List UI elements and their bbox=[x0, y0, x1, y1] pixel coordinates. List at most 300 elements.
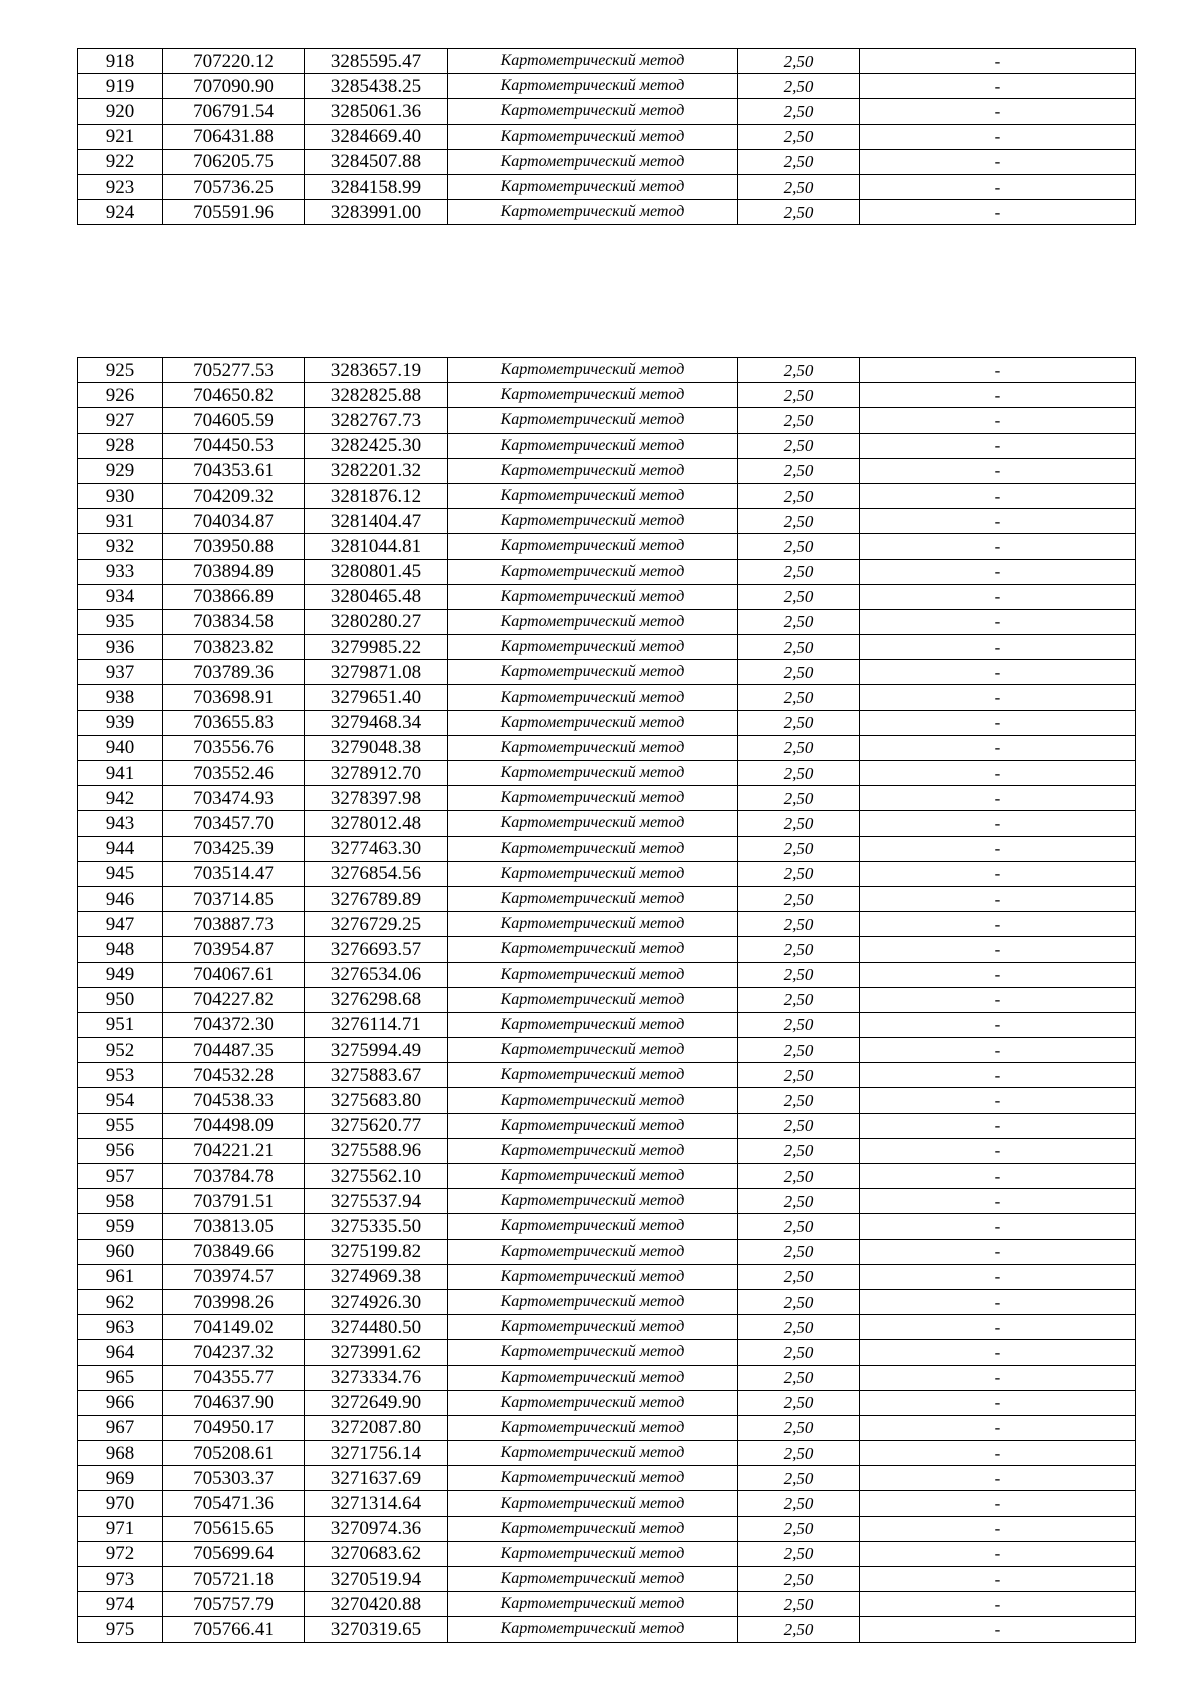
method-cell: Картометрический метод bbox=[448, 458, 738, 483]
note-cell: - bbox=[860, 1415, 1136, 1440]
accuracy-cell: 2,50 bbox=[738, 1189, 860, 1214]
point-number-cell: 952 bbox=[78, 1038, 163, 1063]
accuracy-cell: 2,50 bbox=[738, 861, 860, 886]
x-coordinate-cell: 707090.90 bbox=[163, 74, 305, 99]
y-coordinate-cell: 3280280.27 bbox=[305, 609, 448, 634]
point-number-cell: 956 bbox=[78, 1138, 163, 1163]
method-cell: Картометрический метод bbox=[448, 1012, 738, 1037]
y-coordinate-cell: 3279871.08 bbox=[305, 660, 448, 685]
table-row bbox=[78, 383, 1136, 408]
x-coordinate-cell: 703823.82 bbox=[163, 635, 305, 660]
method-cell: Картометрический метод bbox=[448, 836, 738, 861]
method-cell: Картометрический метод bbox=[448, 200, 738, 225]
note-cell: - bbox=[860, 408, 1136, 433]
method-cell: Картометрический метод bbox=[448, 1516, 738, 1541]
point-number-cell: 941 bbox=[78, 761, 163, 786]
note-cell: - bbox=[860, 534, 1136, 559]
y-coordinate-cell: 3275335.50 bbox=[305, 1214, 448, 1239]
point-number-cell: 934 bbox=[78, 584, 163, 609]
method-cell: Картометрический метод bbox=[448, 408, 738, 433]
table-row bbox=[78, 1315, 1136, 1340]
note-cell: - bbox=[860, 937, 1136, 962]
accuracy-cell: 2,50 bbox=[738, 1592, 860, 1617]
x-coordinate-cell: 703834.58 bbox=[163, 609, 305, 634]
accuracy-cell: 2,50 bbox=[738, 987, 860, 1012]
method-cell: Картометрический метод bbox=[448, 1264, 738, 1289]
y-coordinate-cell: 3275537.94 bbox=[305, 1189, 448, 1214]
table-row bbox=[78, 458, 1136, 483]
x-coordinate-cell: 705757.79 bbox=[163, 1592, 305, 1617]
point-number-cell: 919 bbox=[78, 74, 163, 99]
x-coordinate-cell: 704450.53 bbox=[163, 433, 305, 458]
coordinates-table-top bbox=[77, 48, 1136, 225]
y-coordinate-cell: 3274926.30 bbox=[305, 1289, 448, 1314]
table-row bbox=[78, 861, 1136, 886]
method-cell: Картометрический метод bbox=[448, 861, 738, 886]
table-row bbox=[78, 786, 1136, 811]
table-row bbox=[78, 99, 1136, 124]
note-cell: - bbox=[860, 786, 1136, 811]
note-cell: - bbox=[860, 1315, 1136, 1340]
note-cell: - bbox=[860, 962, 1136, 987]
point-number-cell: 933 bbox=[78, 559, 163, 584]
point-number-cell: 950 bbox=[78, 987, 163, 1012]
note-cell: - bbox=[860, 1592, 1136, 1617]
y-coordinate-cell: 3278012.48 bbox=[305, 811, 448, 836]
x-coordinate-cell: 703998.26 bbox=[163, 1289, 305, 1314]
method-cell: Картометрический метод bbox=[448, 1289, 738, 1314]
accuracy-cell: 2,50 bbox=[738, 937, 860, 962]
accuracy-cell: 2,50 bbox=[738, 1063, 860, 1088]
table-row bbox=[78, 609, 1136, 634]
table-row bbox=[78, 584, 1136, 609]
y-coordinate-cell: 3275588.96 bbox=[305, 1138, 448, 1163]
note-cell: - bbox=[860, 660, 1136, 685]
accuracy-cell: 2,50 bbox=[738, 433, 860, 458]
table-row bbox=[78, 1239, 1136, 1264]
accuracy-cell: 2,50 bbox=[738, 99, 860, 124]
y-coordinate-cell: 3275562.10 bbox=[305, 1164, 448, 1189]
accuracy-cell: 2,50 bbox=[738, 735, 860, 760]
accuracy-cell: 2,50 bbox=[738, 49, 860, 74]
point-number-cell: 969 bbox=[78, 1466, 163, 1491]
table-row bbox=[78, 1466, 1136, 1491]
note-cell: - bbox=[860, 1340, 1136, 1365]
y-coordinate-cell: 3270683.62 bbox=[305, 1541, 448, 1566]
point-number-cell: 918 bbox=[78, 49, 163, 74]
table-row bbox=[78, 1491, 1136, 1516]
table-row bbox=[78, 49, 1136, 74]
table-row bbox=[78, 534, 1136, 559]
table-row bbox=[78, 74, 1136, 99]
method-cell: Картометрический метод bbox=[448, 685, 738, 710]
y-coordinate-cell: 3275883.67 bbox=[305, 1063, 448, 1088]
table-row bbox=[78, 1214, 1136, 1239]
y-coordinate-cell: 3271637.69 bbox=[305, 1466, 448, 1491]
note-cell: - bbox=[860, 1516, 1136, 1541]
table-row bbox=[78, 149, 1136, 174]
method-cell: Картометрический метод bbox=[448, 1390, 738, 1415]
note-cell: - bbox=[860, 1239, 1136, 1264]
point-number-cell: 947 bbox=[78, 912, 163, 937]
point-number-cell: 967 bbox=[78, 1415, 163, 1440]
point-number-cell: 923 bbox=[78, 174, 163, 199]
y-coordinate-cell: 3279048.38 bbox=[305, 735, 448, 760]
note-cell: - bbox=[860, 1567, 1136, 1592]
point-number-cell: 927 bbox=[78, 408, 163, 433]
point-number-cell: 924 bbox=[78, 200, 163, 225]
point-number-cell: 961 bbox=[78, 1264, 163, 1289]
point-number-cell: 929 bbox=[78, 458, 163, 483]
y-coordinate-cell: 3285438.25 bbox=[305, 74, 448, 99]
method-cell: Картометрический метод bbox=[448, 1038, 738, 1063]
method-cell: Картометрический метод bbox=[448, 383, 738, 408]
note-cell: - bbox=[860, 685, 1136, 710]
x-coordinate-cell: 703974.57 bbox=[163, 1264, 305, 1289]
y-coordinate-cell: 3282825.88 bbox=[305, 383, 448, 408]
y-coordinate-cell: 3281876.12 bbox=[305, 483, 448, 508]
x-coordinate-cell: 705699.64 bbox=[163, 1541, 305, 1566]
method-cell: Картометрический метод bbox=[448, 1441, 738, 1466]
x-coordinate-cell: 705721.18 bbox=[163, 1567, 305, 1592]
point-number-cell: 940 bbox=[78, 735, 163, 760]
point-number-cell: 920 bbox=[78, 99, 163, 124]
point-number-cell: 973 bbox=[78, 1567, 163, 1592]
point-number-cell: 965 bbox=[78, 1365, 163, 1390]
method-cell: Картометрический метод bbox=[448, 49, 738, 74]
x-coordinate-cell: 704227.82 bbox=[163, 987, 305, 1012]
table-row bbox=[78, 685, 1136, 710]
note-cell: - bbox=[860, 1189, 1136, 1214]
y-coordinate-cell: 3270519.94 bbox=[305, 1567, 448, 1592]
x-coordinate-cell: 705208.61 bbox=[163, 1441, 305, 1466]
method-cell: Картометрический метод bbox=[448, 1063, 738, 1088]
point-number-cell: 938 bbox=[78, 685, 163, 710]
table-row bbox=[78, 1189, 1136, 1214]
x-coordinate-cell: 703894.89 bbox=[163, 559, 305, 584]
note-cell: - bbox=[860, 735, 1136, 760]
method-cell: Картометрический метод bbox=[448, 74, 738, 99]
x-coordinate-cell: 703813.05 bbox=[163, 1214, 305, 1239]
note-cell: - bbox=[860, 1012, 1136, 1037]
accuracy-cell: 2,50 bbox=[738, 1415, 860, 1440]
y-coordinate-cell: 3270319.65 bbox=[305, 1617, 448, 1642]
y-coordinate-cell: 3279985.22 bbox=[305, 635, 448, 660]
table-row bbox=[78, 937, 1136, 962]
method-cell: Картометрический метод bbox=[448, 1164, 738, 1189]
note-cell: - bbox=[860, 1138, 1136, 1163]
method-cell: Картометрический метод bbox=[448, 1541, 738, 1566]
table-row bbox=[78, 912, 1136, 937]
method-cell: Картометрический метод bbox=[448, 635, 738, 660]
point-number-cell: 963 bbox=[78, 1315, 163, 1340]
point-number-cell: 964 bbox=[78, 1340, 163, 1365]
method-cell: Картометрический метод bbox=[448, 1239, 738, 1264]
table-row bbox=[78, 433, 1136, 458]
accuracy-cell: 2,50 bbox=[738, 1264, 860, 1289]
note-cell: - bbox=[860, 635, 1136, 660]
point-number-cell: 970 bbox=[78, 1491, 163, 1516]
note-cell: - bbox=[860, 886, 1136, 911]
x-coordinate-cell: 703552.46 bbox=[163, 761, 305, 786]
method-cell: Картометрический метод bbox=[448, 710, 738, 735]
method-cell: Картометрический метод bbox=[448, 1113, 738, 1138]
x-coordinate-cell: 703784.78 bbox=[163, 1164, 305, 1189]
y-coordinate-cell: 3275620.77 bbox=[305, 1113, 448, 1138]
accuracy-cell: 2,50 bbox=[738, 1541, 860, 1566]
accuracy-cell: 2,50 bbox=[738, 358, 860, 383]
method-cell: Картометрический метод bbox=[448, 660, 738, 685]
method-cell: Картометрический метод bbox=[448, 509, 738, 534]
x-coordinate-cell: 704498.09 bbox=[163, 1113, 305, 1138]
accuracy-cell: 2,50 bbox=[738, 886, 860, 911]
method-cell: Картометрический метод bbox=[448, 99, 738, 124]
x-coordinate-cell: 704650.82 bbox=[163, 383, 305, 408]
note-cell: - bbox=[860, 861, 1136, 886]
y-coordinate-cell: 3282767.73 bbox=[305, 408, 448, 433]
x-coordinate-cell: 703849.66 bbox=[163, 1239, 305, 1264]
note-cell: - bbox=[860, 811, 1136, 836]
note-cell: - bbox=[860, 174, 1136, 199]
note-cell: - bbox=[860, 1088, 1136, 1113]
y-coordinate-cell: 3283657.19 bbox=[305, 358, 448, 383]
table-row bbox=[78, 1289, 1136, 1314]
method-cell: Картометрический метод bbox=[448, 1365, 738, 1390]
x-coordinate-cell: 703791.51 bbox=[163, 1189, 305, 1214]
point-number-cell: 946 bbox=[78, 886, 163, 911]
point-number-cell: 951 bbox=[78, 1012, 163, 1037]
x-coordinate-cell: 703514.47 bbox=[163, 861, 305, 886]
method-cell: Картометрический метод bbox=[448, 149, 738, 174]
method-cell: Картометрический метод bbox=[448, 1415, 738, 1440]
accuracy-cell: 2,50 bbox=[738, 408, 860, 433]
y-coordinate-cell: 3279468.34 bbox=[305, 710, 448, 735]
y-coordinate-cell: 3282201.32 bbox=[305, 458, 448, 483]
accuracy-cell: 2,50 bbox=[738, 1239, 860, 1264]
note-cell: - bbox=[860, 1617, 1136, 1642]
point-number-cell: 966 bbox=[78, 1390, 163, 1415]
x-coordinate-cell: 704355.77 bbox=[163, 1365, 305, 1390]
point-number-cell: 936 bbox=[78, 635, 163, 660]
x-coordinate-cell: 705615.65 bbox=[163, 1516, 305, 1541]
accuracy-cell: 2,50 bbox=[738, 660, 860, 685]
x-coordinate-cell: 704353.61 bbox=[163, 458, 305, 483]
y-coordinate-cell: 3272649.90 bbox=[305, 1390, 448, 1415]
note-cell: - bbox=[860, 433, 1136, 458]
table-row bbox=[78, 1567, 1136, 1592]
point-number-cell: 960 bbox=[78, 1239, 163, 1264]
accuracy-cell: 2,50 bbox=[738, 1491, 860, 1516]
note-cell: - bbox=[860, 483, 1136, 508]
method-cell: Картометрический метод bbox=[448, 1340, 738, 1365]
accuracy-cell: 2,50 bbox=[738, 811, 860, 836]
method-cell: Картометрический метод bbox=[448, 912, 738, 937]
x-coordinate-cell: 705277.53 bbox=[163, 358, 305, 383]
y-coordinate-cell: 3278397.98 bbox=[305, 786, 448, 811]
point-number-cell: 943 bbox=[78, 811, 163, 836]
table-row bbox=[78, 1365, 1136, 1390]
method-cell: Картометрический метод bbox=[448, 1088, 738, 1113]
y-coordinate-cell: 3280465.48 bbox=[305, 584, 448, 609]
method-cell: Картометрический метод bbox=[448, 534, 738, 559]
accuracy-cell: 2,50 bbox=[738, 1617, 860, 1642]
x-coordinate-cell: 703789.36 bbox=[163, 660, 305, 685]
table-row bbox=[78, 1516, 1136, 1541]
point-number-cell: 939 bbox=[78, 710, 163, 735]
point-number-cell: 972 bbox=[78, 1541, 163, 1566]
accuracy-cell: 2,50 bbox=[738, 534, 860, 559]
method-cell: Картометрический метод bbox=[448, 1138, 738, 1163]
accuracy-cell: 2,50 bbox=[738, 1567, 860, 1592]
point-number-cell: 937 bbox=[78, 660, 163, 685]
y-coordinate-cell: 3276534.06 bbox=[305, 962, 448, 987]
method-cell: Картометрический метод bbox=[448, 735, 738, 760]
method-cell: Картометрический метод bbox=[448, 786, 738, 811]
accuracy-cell: 2,50 bbox=[738, 912, 860, 937]
x-coordinate-cell: 703714.85 bbox=[163, 886, 305, 911]
y-coordinate-cell: 3285061.36 bbox=[305, 99, 448, 124]
accuracy-cell: 2,50 bbox=[738, 609, 860, 634]
accuracy-cell: 2,50 bbox=[738, 1365, 860, 1390]
y-coordinate-cell: 3281044.81 bbox=[305, 534, 448, 559]
accuracy-cell: 2,50 bbox=[738, 1516, 860, 1541]
accuracy-cell: 2,50 bbox=[738, 1138, 860, 1163]
y-coordinate-cell: 3276729.25 bbox=[305, 912, 448, 937]
note-cell: - bbox=[860, 1441, 1136, 1466]
table-row bbox=[78, 1063, 1136, 1088]
note-cell: - bbox=[860, 358, 1136, 383]
table-row bbox=[78, 1164, 1136, 1189]
point-number-cell: 955 bbox=[78, 1113, 163, 1138]
note-cell: - bbox=[860, 912, 1136, 937]
y-coordinate-cell: 3273991.62 bbox=[305, 1340, 448, 1365]
method-cell: Картометрический метод bbox=[448, 1189, 738, 1214]
table-row bbox=[78, 1038, 1136, 1063]
method-cell: Картометрический метод bbox=[448, 937, 738, 962]
point-number-cell: 928 bbox=[78, 433, 163, 458]
table-row bbox=[78, 761, 1136, 786]
x-coordinate-cell: 704538.33 bbox=[163, 1088, 305, 1113]
accuracy-cell: 2,50 bbox=[738, 1038, 860, 1063]
x-coordinate-cell: 704950.17 bbox=[163, 1415, 305, 1440]
x-coordinate-cell: 703655.83 bbox=[163, 710, 305, 735]
point-number-cell: 932 bbox=[78, 534, 163, 559]
note-cell: - bbox=[860, 1063, 1136, 1088]
table-row bbox=[78, 1012, 1136, 1037]
x-coordinate-cell: 705591.96 bbox=[163, 200, 305, 225]
table-row bbox=[78, 509, 1136, 534]
note-cell: - bbox=[860, 509, 1136, 534]
note-cell: - bbox=[860, 1214, 1136, 1239]
point-number-cell: 931 bbox=[78, 509, 163, 534]
note-cell: - bbox=[860, 1466, 1136, 1491]
point-number-cell: 926 bbox=[78, 383, 163, 408]
note-cell: - bbox=[860, 1365, 1136, 1390]
method-cell: Картометрический метод bbox=[448, 761, 738, 786]
x-coordinate-cell: 704532.28 bbox=[163, 1063, 305, 1088]
accuracy-cell: 2,50 bbox=[738, 124, 860, 149]
x-coordinate-cell: 704209.32 bbox=[163, 483, 305, 508]
x-coordinate-cell: 703887.73 bbox=[163, 912, 305, 937]
accuracy-cell: 2,50 bbox=[738, 1441, 860, 1466]
note-cell: - bbox=[860, 99, 1136, 124]
point-number-cell: 975 bbox=[78, 1617, 163, 1642]
table-row bbox=[78, 408, 1136, 433]
method-cell: Картометрический метод bbox=[448, 483, 738, 508]
y-coordinate-cell: 3271756.14 bbox=[305, 1441, 448, 1466]
method-cell: Картометрический метод bbox=[448, 811, 738, 836]
y-coordinate-cell: 3284158.99 bbox=[305, 174, 448, 199]
y-coordinate-cell: 3280801.45 bbox=[305, 559, 448, 584]
note-cell: - bbox=[860, 761, 1136, 786]
y-coordinate-cell: 3270420.88 bbox=[305, 1592, 448, 1617]
x-coordinate-cell: 703474.93 bbox=[163, 786, 305, 811]
method-cell: Картометрический метод bbox=[448, 358, 738, 383]
accuracy-cell: 2,50 bbox=[738, 786, 860, 811]
x-coordinate-cell: 704034.87 bbox=[163, 509, 305, 534]
table-row bbox=[78, 124, 1136, 149]
y-coordinate-cell: 3276789.89 bbox=[305, 886, 448, 911]
x-coordinate-cell: 703950.88 bbox=[163, 534, 305, 559]
table-row bbox=[78, 483, 1136, 508]
table-row bbox=[78, 1113, 1136, 1138]
y-coordinate-cell: 3276114.71 bbox=[305, 1012, 448, 1037]
table-row bbox=[78, 1441, 1136, 1466]
point-number-cell: 944 bbox=[78, 836, 163, 861]
point-number-cell: 921 bbox=[78, 124, 163, 149]
method-cell: Картометрический метод bbox=[448, 1567, 738, 1592]
method-cell: Картометрический метод bbox=[448, 1466, 738, 1491]
x-coordinate-cell: 706791.54 bbox=[163, 99, 305, 124]
x-coordinate-cell: 704637.90 bbox=[163, 1390, 305, 1415]
accuracy-cell: 2,50 bbox=[738, 149, 860, 174]
accuracy-cell: 2,50 bbox=[738, 483, 860, 508]
method-cell: Картометрический метод bbox=[448, 1315, 738, 1340]
accuracy-cell: 2,50 bbox=[738, 1012, 860, 1037]
note-cell: - bbox=[860, 149, 1136, 174]
y-coordinate-cell: 3273334.76 bbox=[305, 1365, 448, 1390]
method-cell: Картометрический метод bbox=[448, 1592, 738, 1617]
point-number-cell: 925 bbox=[78, 358, 163, 383]
note-cell: - bbox=[860, 609, 1136, 634]
table-row bbox=[78, 710, 1136, 735]
point-number-cell: 962 bbox=[78, 1289, 163, 1314]
method-cell: Картометрический метод bbox=[448, 1214, 738, 1239]
table-row bbox=[78, 635, 1136, 660]
x-coordinate-cell: 707220.12 bbox=[163, 49, 305, 74]
y-coordinate-cell: 3284507.88 bbox=[305, 149, 448, 174]
accuracy-cell: 2,50 bbox=[738, 1466, 860, 1491]
note-cell: - bbox=[860, 1541, 1136, 1566]
accuracy-cell: 2,50 bbox=[738, 1164, 860, 1189]
table-row bbox=[78, 660, 1136, 685]
note-cell: - bbox=[860, 836, 1136, 861]
point-number-cell: 971 bbox=[78, 1516, 163, 1541]
point-number-cell: 930 bbox=[78, 483, 163, 508]
accuracy-cell: 2,50 bbox=[738, 962, 860, 987]
table-row bbox=[78, 886, 1136, 911]
coordinates-table-main bbox=[77, 357, 1136, 1643]
point-number-cell: 958 bbox=[78, 1189, 163, 1214]
point-number-cell: 949 bbox=[78, 962, 163, 987]
y-coordinate-cell: 3276693.57 bbox=[305, 937, 448, 962]
y-coordinate-cell: 3281404.47 bbox=[305, 509, 448, 534]
x-coordinate-cell: 706205.75 bbox=[163, 149, 305, 174]
table-row bbox=[78, 987, 1136, 1012]
x-coordinate-cell: 704605.59 bbox=[163, 408, 305, 433]
y-coordinate-cell: 3274969.38 bbox=[305, 1264, 448, 1289]
table-row bbox=[78, 200, 1136, 225]
